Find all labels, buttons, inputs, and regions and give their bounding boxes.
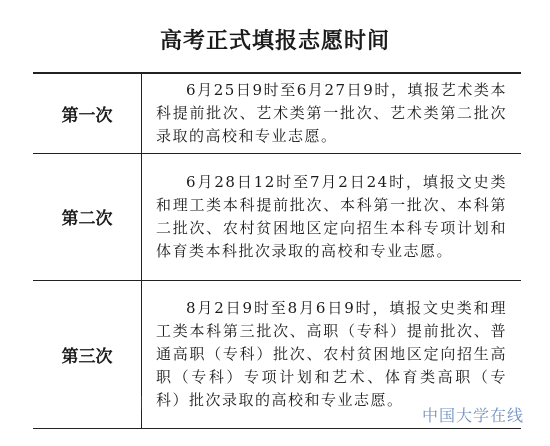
schedule-table: [33, 72, 521, 429]
table-row: [33, 73, 521, 153]
blur-artifact: [0, 396, 150, 410]
page-title: 高考正式填报志愿时间: [159, 29, 390, 54]
round-description: 8月2日9时至8月6日9时，填报文史类和理工类本科第三批次、高职（专科）提前批次、普通高职（专科）批次、农村贫困地区定向招生高职（专科）专项计划和艺术、体育类高职（专科）批次录取的高校和专业志愿。: [142, 280, 522, 428]
round-description: 6月28日12时至7月2日24时，填报文史类和理工类本科提前批次、本科第一批次、本科第二批次、农村贫困地区定向招生本科专项计划和体育类本科批次录取的高校和专业志愿。: [142, 153, 522, 280]
round-label: 第二次: [33, 153, 142, 280]
watermark: 中国大学在线: [421, 406, 524, 425]
round-description: 6月25日9时至6月27日9时，填报艺术类本科提前批次、艺术类第一批次、艺术类第二批次录取的高校和专业志愿。: [142, 73, 522, 153]
round-label: 第一次: [33, 73, 142, 153]
table-row: [33, 153, 521, 280]
round-label: 第三次: [33, 280, 142, 428]
